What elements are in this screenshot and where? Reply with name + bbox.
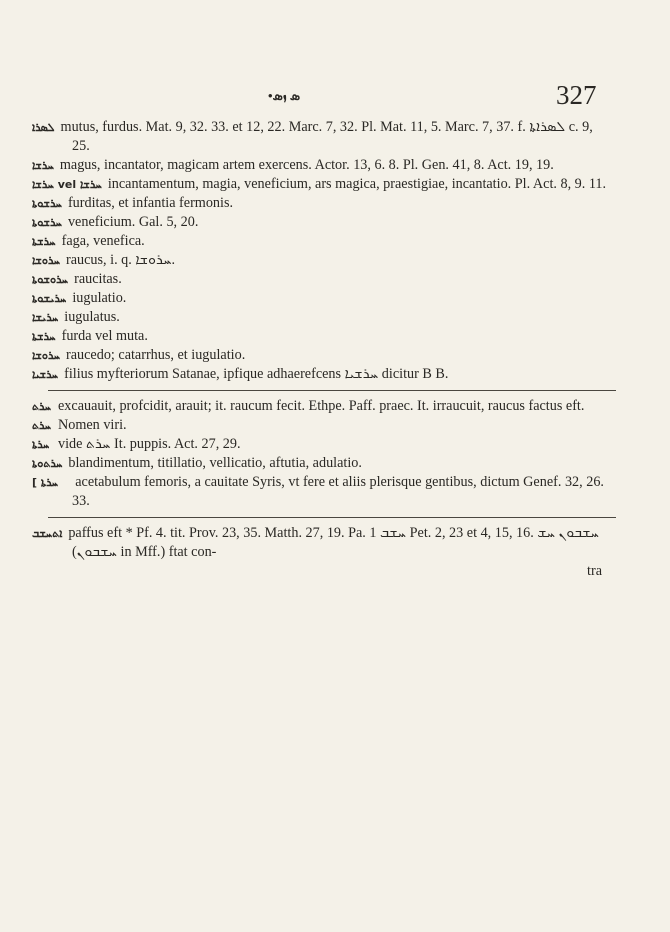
syriac-headword: ܚܪܘܫܐ	[32, 254, 61, 267]
section-c	[32, 524, 612, 562]
syriac-headword: ܚܪܘܫܐ	[32, 349, 61, 362]
syriac-headword: ܚܪܝܫܐ	[32, 311, 59, 324]
entry-definition: iugulatio.	[72, 290, 127, 306]
dictionary-entry: ܚܪܬ Nomen viri.	[32, 417, 127, 433]
running-head	[0, 80, 670, 120]
dictionary-entry	[32, 156, 612, 175]
dictionary-entry: ܚܪܬ excauauit, profcidit, arauit; it. raucum fecit. Ethpe. Paff. praec. It. irraucuit, raucus factus eft.	[32, 398, 585, 414]
entry-definition: magus, incantator, magicam artem exercens. Actor. 13, 6. 8. Pl. Gen. 41, 8. Act. 19, 19.	[59, 157, 554, 173]
entry-definition: paffus eft * Pf. 4. tit. Prov. 23, 35. Matth. 27, 19. Pa. ܚܫܒ 1 Pet. 2, 23 et 4, 15, 16. ܚܫܒܘܢ ܚܫ (ܚܫܒܘܢ in Mff.) ftat con-	[68, 525, 599, 560]
dictionary-entry	[32, 346, 612, 365]
dictionary-entry	[32, 270, 612, 289]
entry-definition: raucedo; catarrhus, et iugulatio.	[66, 347, 246, 363]
entry-definition: filius myfteriorum Satanae, ipfique adhaerefcens ܚܪܫܝܐ dicitur B B.	[64, 366, 449, 382]
dictionary-entry	[32, 524, 612, 562]
dictionary-entry	[32, 327, 612, 346]
header-catchword: •ܣ ܙܣ	[268, 88, 301, 103]
entry-definition: Nomen viri.	[58, 417, 127, 433]
entry-definition: vide ܚܪܬ It. puppis. Act. 27, 29.	[58, 436, 241, 452]
dictionary-body	[32, 118, 612, 581]
dictionary-entry	[32, 473, 612, 511]
syriac-headword: ܠܣܪܐ	[32, 121, 55, 134]
section-a	[32, 118, 612, 384]
syriac-headword: ܚܪܫܬܐ	[32, 235, 56, 248]
syriac-headword: ܚܪܫܝܐ	[32, 368, 59, 381]
syriac-headword: ܐܬܚܫܒ	[32, 527, 63, 540]
dictionary-entry	[32, 365, 612, 384]
syriac-headword: ܚܪܫܘܬܐ	[32, 216, 62, 229]
dictionary-entry	[32, 213, 612, 232]
entry-definition: acetabulum femoris, a cauitate Syris, vt fere et aliis plerisque gentibus, dictum Genef. 32, 26. 33.	[72, 474, 604, 509]
entry-definition: iugulatus.	[64, 309, 120, 325]
dictionary-entry	[32, 194, 612, 213]
section-divider	[48, 390, 616, 391]
syriac-headword: [ ܚܪܬܐ	[32, 476, 59, 489]
footer-catchword: tra	[587, 563, 602, 579]
dictionary-entry	[32, 232, 612, 251]
entry-definition: raucus, i. q. ܚܪܘܫܐ.	[66, 252, 176, 268]
entry-definition: blandimentum, titillatio, vellicatio, aftutia, adulatio.	[68, 455, 362, 471]
entry-definition: furditas, et infantia fermonis.	[67, 195, 234, 211]
syriac-headword: ܚܪܫܬܐ	[32, 330, 56, 343]
dictionary-entry	[32, 289, 612, 308]
entry-definition: incantamentum, magia, veneficium, ars magica, praestigiae, incantatio. Pl. Act. 8, 9. 11.	[107, 176, 607, 192]
syriac-headword: ܚܪܬܘܬܐ	[32, 457, 63, 470]
page-number: 327	[556, 80, 597, 110]
syriac-headword: ܚܪܫܐ	[32, 159, 54, 172]
entry-definition: raucitas.	[74, 271, 122, 287]
dictionary-entry	[32, 175, 612, 194]
entry-definition: faga, venefica.	[61, 233, 145, 249]
dictionary-entry	[32, 454, 612, 473]
dictionary-entry	[32, 118, 612, 156]
dictionary-entry	[32, 251, 612, 270]
section-b	[32, 397, 612, 511]
syriac-headword: ܚܪܫܘܬܐ	[32, 197, 62, 210]
entry-definition: excauauit, profcidit, arauit; it. raucum fecit. Ethpe. Paff. praec. It. irraucuit, raucus factus eft.	[58, 398, 585, 414]
syriac-headword: ܚܪܝܫܘܬܐ	[32, 292, 67, 305]
entry-definition: veneficium. Gal. 5, 20.	[67, 214, 199, 230]
syriac-headword: ܚܪܫܐ vel ܚܪܫܐ	[32, 178, 102, 191]
entry-definition: furda vel muta.	[61, 328, 148, 344]
dictionary-entry	[32, 308, 612, 327]
syriac-headword: ܚܪܘܫܘܬܐ	[32, 273, 69, 286]
entry-definition: mutus, furdus. Mat. 9, 32. 33. et 12, 22. Marc. 7, 32. Pl. Mat. 11, 5. Marc. 7, 37. f. ܠܣܪܐܬܐ c. 9, 25.	[60, 119, 593, 154]
dictionary-entry: ܚܪܬܐ vide ܚܪܬ It. puppis. Act. 27, 29.	[32, 436, 241, 452]
section-divider	[48, 517, 616, 518]
